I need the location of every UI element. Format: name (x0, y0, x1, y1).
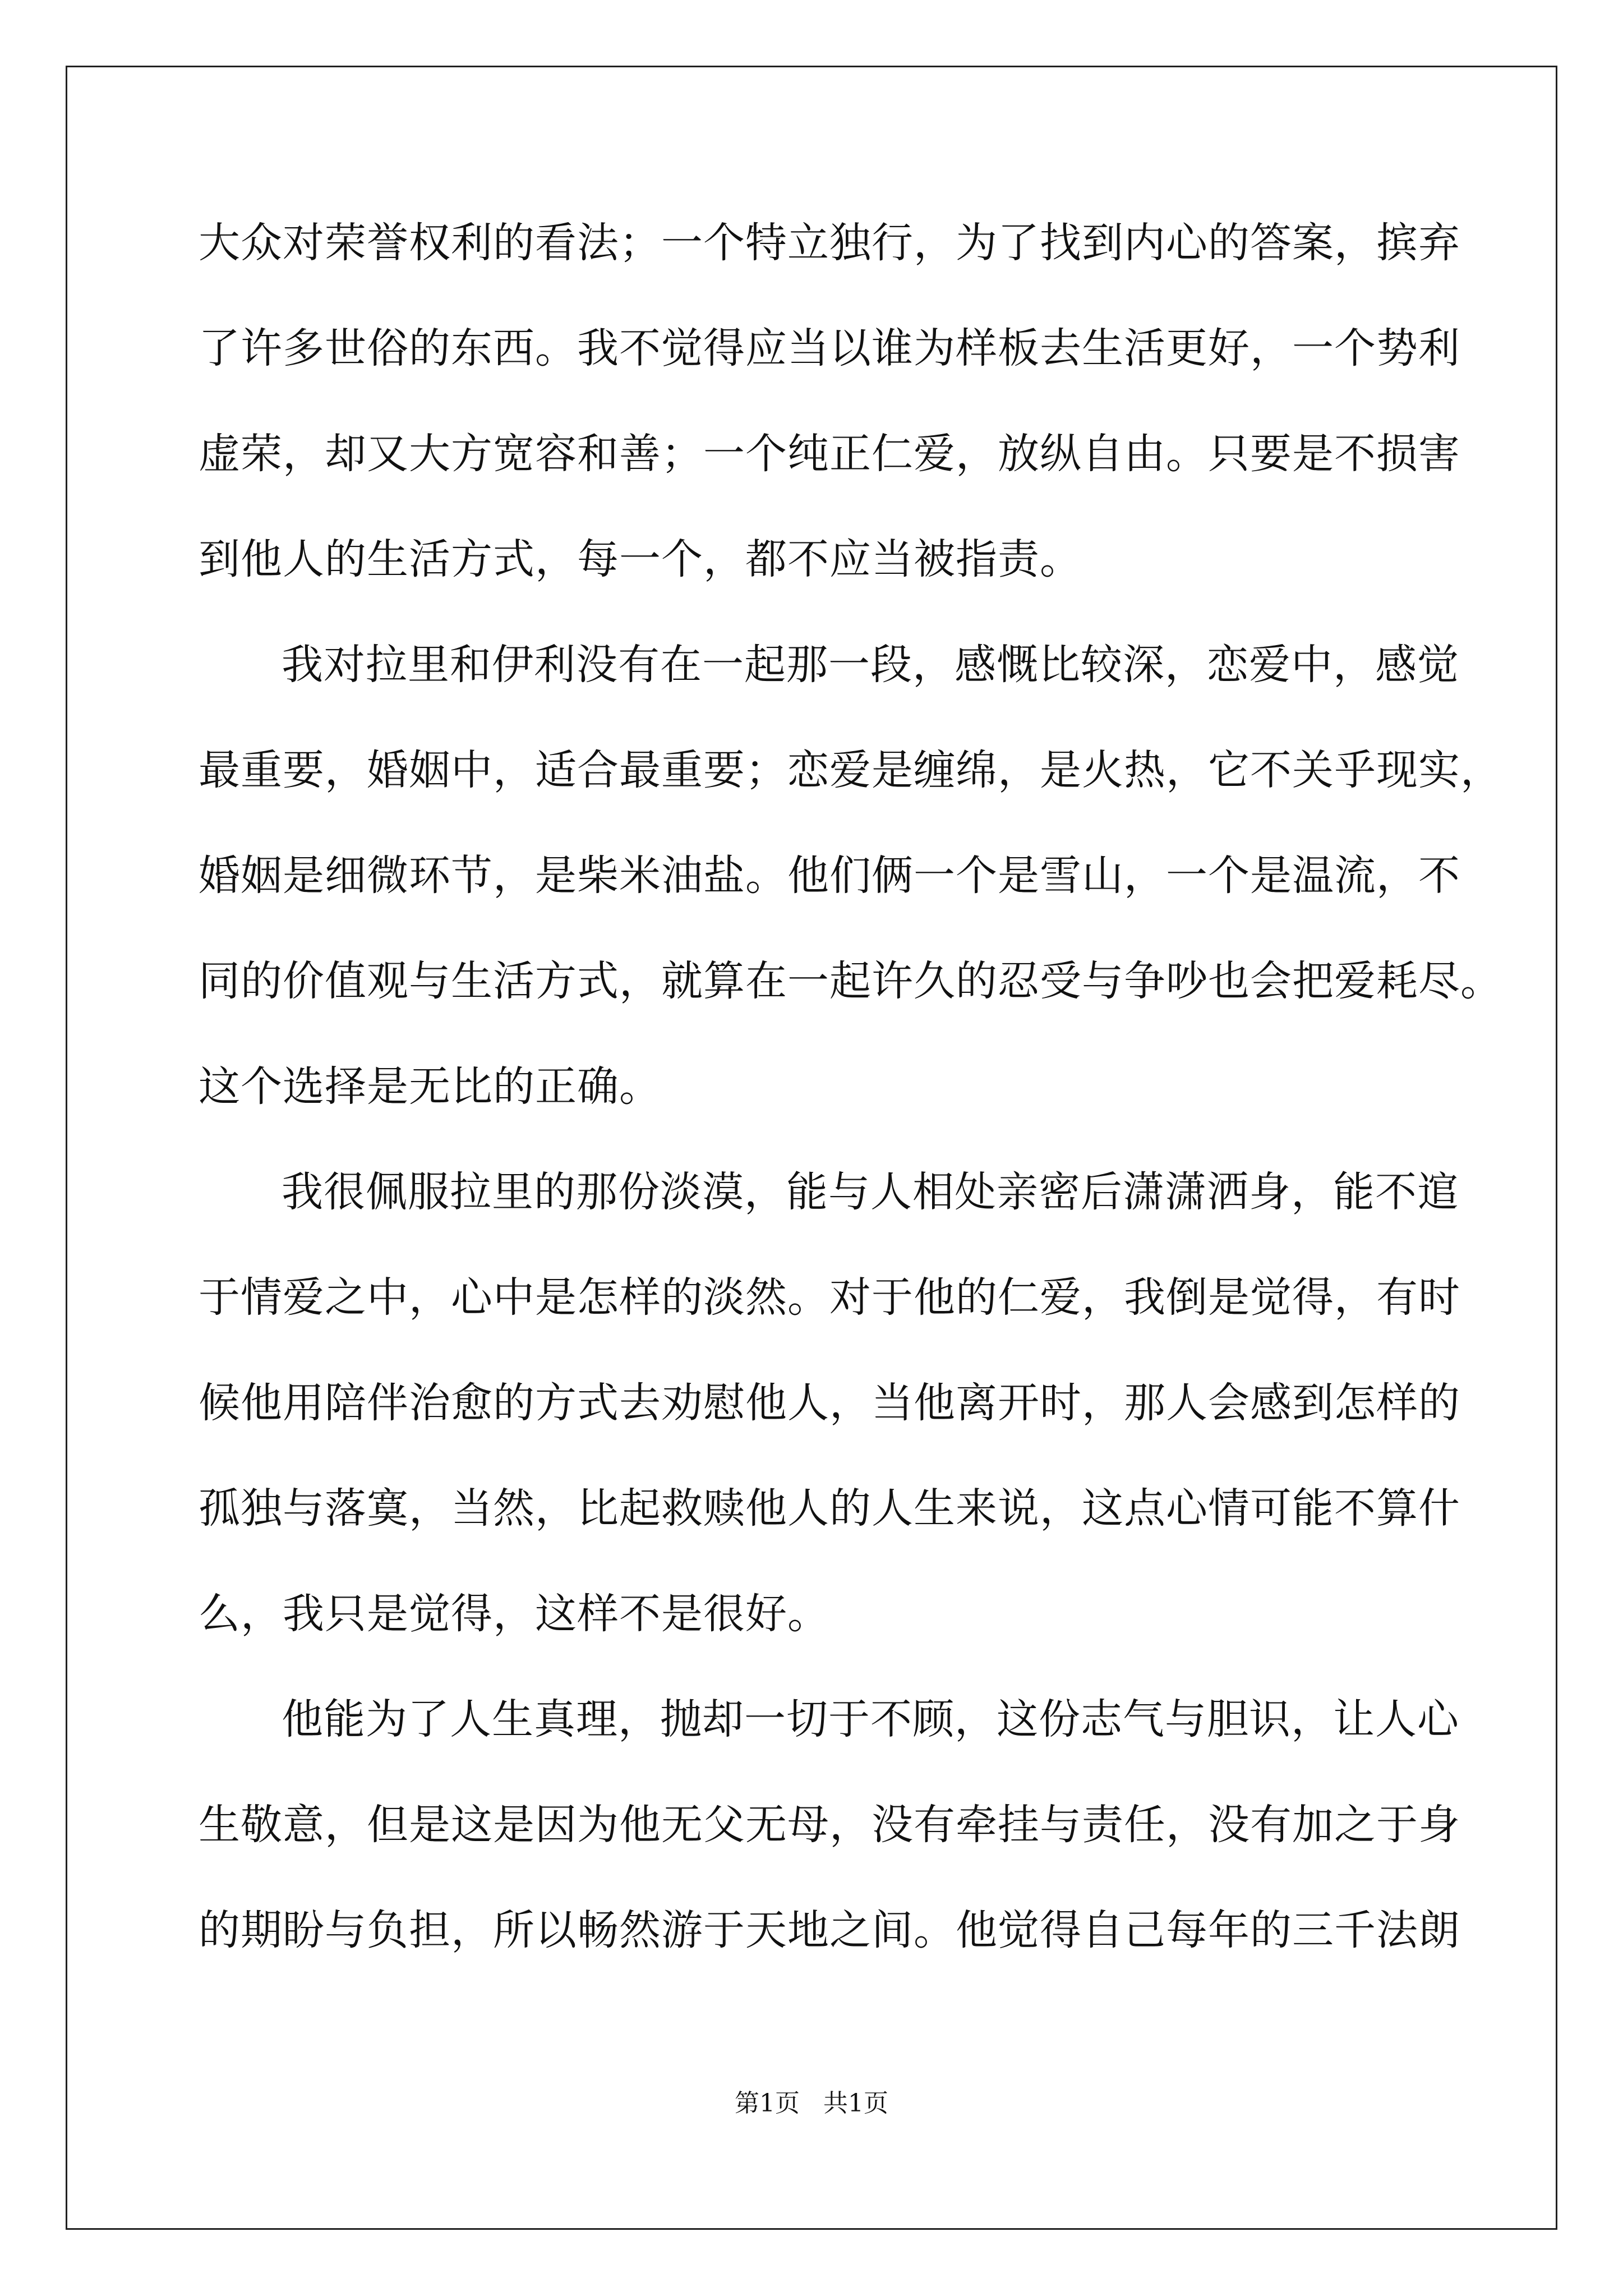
text-line: 这个选择是无比的正确。 (199, 1062, 661, 1111)
text-line: 候他用陪伴治愈的方式去劝慰他人，当他离开时，那人会感到怎样的 (199, 1379, 1460, 1427)
text-line: 虚荣，却又大方宽容和善；一个纯正仁爱，放纵自由。只要是不损害 (199, 430, 1460, 478)
text-line: 生敬意，但是这是因为他无父无母，没有牵挂与责任，没有加之于身 (199, 1801, 1460, 1849)
text-line: 到他人的生活方式，每一个，都不应当被指责。 (199, 535, 1082, 583)
page-total: 共1页 (823, 2089, 888, 2118)
paragraph-first-line: 他能为了人生真理，抛却一切于不顾，这份志气与胆识，让人心 (282, 1695, 1459, 1743)
text-line: 于情爱之中，心中是怎样的淡然。对于他的仁爱，我倒是觉得，有时 (199, 1273, 1460, 1322)
page-footer (0, 2087, 1623, 2120)
text-line: 孤独与落寞，当然，比起救赎他人的人生来说，这点心情可能不算什 (199, 1484, 1460, 1533)
text-line: 大众对荣誉权利的看法；一个特立独行，为了找到内心的答案，摈弃 (199, 219, 1460, 267)
text-line: 了许多世俗的东西。我不觉得应当以谁为样板去生活更好，一个势利 (199, 324, 1460, 372)
text-line: 的期盼与负担，所以畅然游于天地之间。他觉得自己每年的三千法朗 (199, 1906, 1460, 1954)
text-line: 婚姻是细微环节，是柴米油盐。他们俩一个是雪山，一个是温流，不 (199, 852, 1460, 900)
page-number: 第1页 (735, 2089, 800, 2118)
text-line: 最重要，婚姻中，适合最重要；恋爱是缠绵，是火热，它不关乎现实， (199, 746, 1502, 794)
text-line: 同的价值观与生活方式，就算在一起许久的忍受与争吵也会把爱耗尽。 (199, 957, 1502, 1005)
paragraph-first-line: 我很佩服拉里的那份淡漠，能与人相处亲密后潇潇洒身，能不逭 (282, 1168, 1459, 1216)
text-line: 么，我只是觉得，这样不是很好。 (199, 1590, 829, 1638)
paragraph-first-line: 我对拉里和伊利没有在一起那一段，感慨比较深，恋爱中，感觉 (282, 641, 1459, 689)
